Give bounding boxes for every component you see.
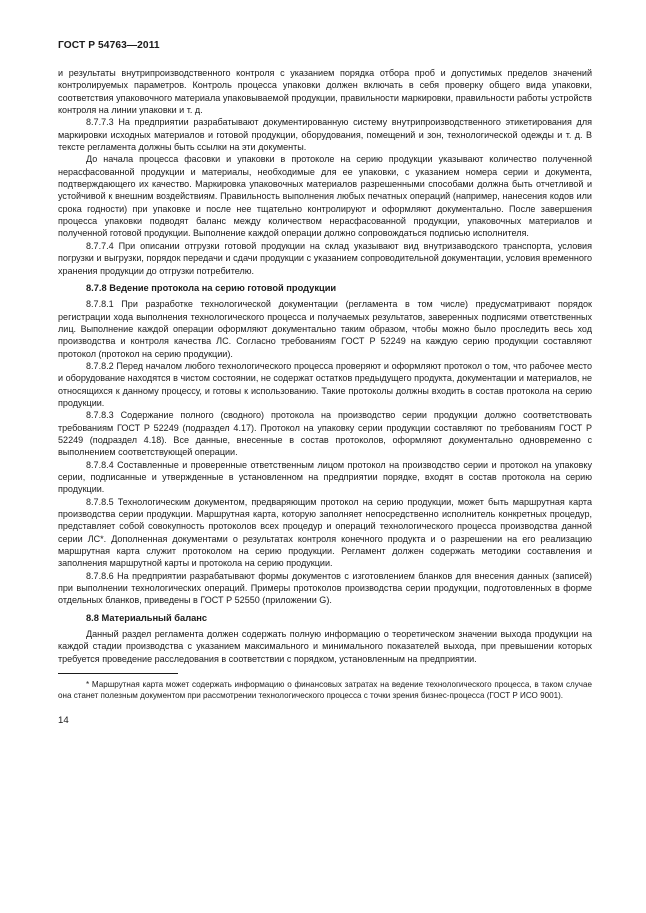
section-heading: 8.8 Материальный баланс (86, 612, 208, 623)
paragraph: Данный раздел регламента должен содержать полную информацию о теоретическом значении выхода продукции на каждой стадии производства с указанием максимального и минимального показателей выхода, при превышении которых требуется проведение расследования в соответствии с порядком, установленным на предприятии. (58, 629, 592, 664)
footnote: * Маршрутная карта может содержать информацию о финансовых затратах на ведение технологического процесса, в таком случае она станет полезным документом при рассмотрении технологического процесса с точки зрения бизнес-процесса (ГОСТ Р ИСО 9001). (58, 680, 592, 701)
paragraph: До начала процесса фасовки и упаковки в протоколе на серию продукции указывают количество полученной нерасфасованной продукции и материалы, необходимые для ее упаковки, с указанием номера серии и документа, подтверждающего их качество. Маркировка упаковочных материалов разрешенными способами должна быть отчетливой и устойчивой к внешним воздействиям. Правильность выполнения любых печатных операций (например, нанесения кодов или срока годности) при упаковке и после нее тщательно контролируют и оформляют документально. После завершения процесса упаковки подводят баланс между количеством нерасфасованной продукции, упаковочных материалов и полученной готовой продукции. Выполнение каждой операции должно сопровождаться подписью исполнителя. (58, 154, 592, 239)
paragraph: 8.7.7.3 На предприятии разрабатывают документированную систему внутрипроизводственного этикетирования для маркировки исходных материалов и готовой продукции, оборудования, помещений и зон, технологической одежды и т. д. В тексте регламента должны быть ссылки на эти документы. (58, 117, 592, 153)
footnote-divider (58, 673, 178, 674)
document-header: ГОСТ Р 54763—2011 (58, 40, 160, 51)
document-page (58, 40, 592, 726)
paragraph: и результаты внутрипроизводственного контроля с указанием порядка отбора проб и допустимых пределов значений контролируемых параметров. Контроль процесса упаковки должен включать в себя проверку общего вида упаковки, соответствия упаковочного материала упаковываемой продукции, правильности маркировки, правильности работы устройств контроля на линии упаковки и т. д. (58, 68, 592, 116)
paragraph: 8.7.8.2 Перед началом любого технологического процесса проверяют и оформляют протокол о том, что рабочее место и оборудование находятся в чистом состоянии, не содержат остатков предыдущего продукта, документации и материалов, не относящихся к данному процессу, и готовы к использованию. Такие протоколы должны входить в состав протокола на серию продукции. (58, 360, 592, 408)
page-number: 14 (58, 715, 69, 727)
paragraph: 8.7.8.1 При разработке технологической документации (регламента в том числе) предусматривают порядок регистрации хода выполнения технологического процесса и получаемых результатов, заверенных подписями ответственных лиц. Выполнение каждой операции оформляют документально таким образом, чтобы можно было проследить весь ход производства и контроля качества ЛС. Согласно требованиям ГОСТ Р 52249 на каждую серию продукции составляют протокол (протокол на серию продукции). (58, 299, 592, 359)
paragraph: 8.7.7.4 При описании отгрузки готовой продукции на склад указывают вид внутризаводского транспорта, условия погрузки и выгрузки, порядок передачи и сдачи продукции с указанием сопроводительной документации, условия временного хранения продукции до отгрузки потребителю. (58, 240, 592, 276)
paragraph: 8.7.8.5 Технологическим документом, предваряющим протокол на серию продукции, может быть маршрутная карта производства серии продукции. Маршрутная карта, которую заполняет непосредственно исполнитель конкретных процедур, представляет собой совокупность протоколов всех процедур и операций технологического процесса производства данной серии ЛС*. Дополненная документами о результатах контроля конечного продукта и о разрешении на его реализацию маршрутная карта служит протоколом на серию продукции. Регламент должен содержать методики составления и заполнения маршрутной карты и протокола на серию продукции. (58, 496, 592, 569)
paragraph: 8.7.8.4 Составленные и проверенные ответственным лицом протокол на производство серии и протокол на упаковку серии, подписанные и утвержденные в установленном на предприятии порядке, входят в состав протокола на серию продукции. (58, 459, 592, 495)
document-body (58, 67, 592, 665)
paragraph: 8.7.8.6 На предприятии разрабатывают формы документов с изготовлением бланков для внесения данных (записей) при выполнении технологических операций. Примеры протоколов производства серии продукции, подготовленных в форме отдельных бланков, приведены в ГОСТ Р 52550 (приложении G). (58, 570, 592, 606)
paragraph: 8.7.8.3 Содержание полного (сводного) протокола на производство серии продукции должно соответствовать требованиям ГОСТ Р 52249 (подраздел 4.17). Протокол на упаковку серии продукции составляют по требованиям ГОСТ Р 52249 (подраздел 4.18). Все данные, внесенные в состав протоколов, оформляют документально одновременно с выполнением соответствующей операции. (58, 410, 592, 458)
section-heading: 8.7.8 Ведение протокола на серию готовой продукции (86, 282, 337, 293)
